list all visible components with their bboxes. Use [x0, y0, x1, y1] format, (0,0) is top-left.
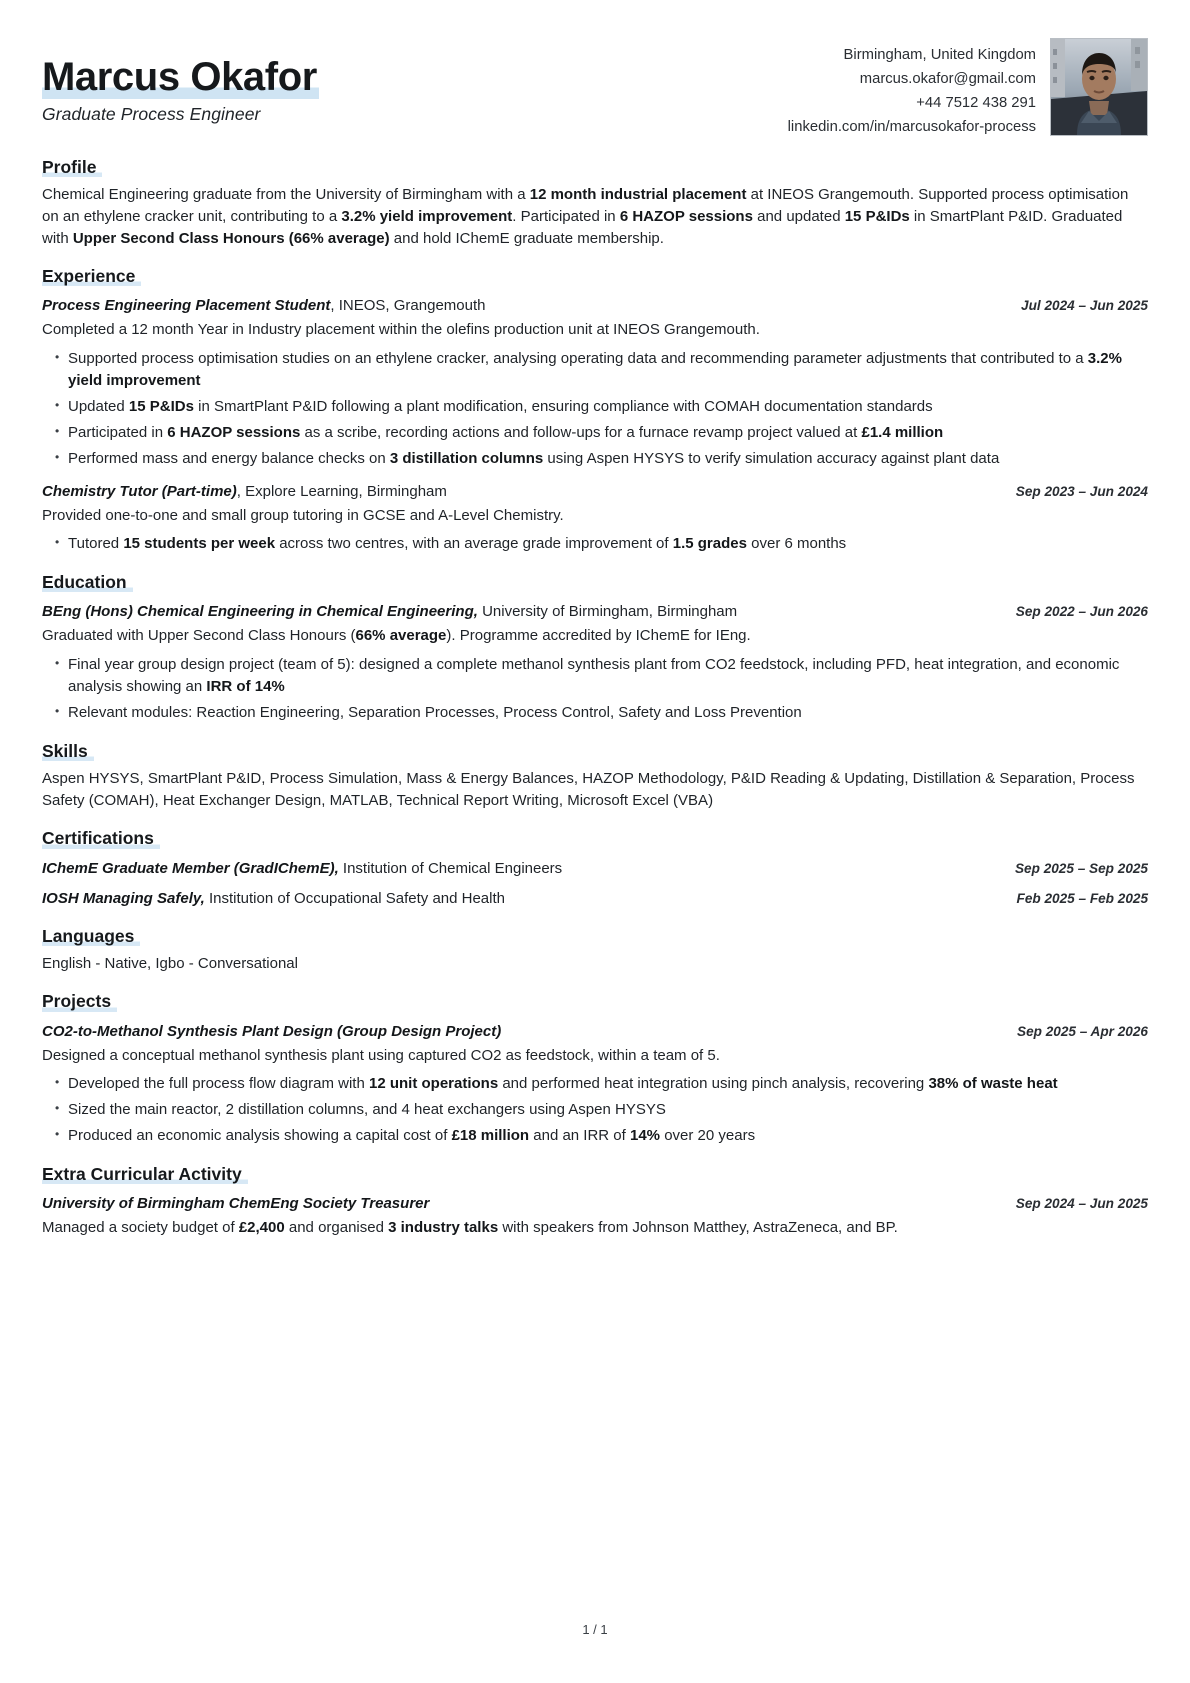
extra-curricular-entries [42, 1193, 1148, 1239]
entry-head [42, 295, 1148, 316]
entry-head [42, 481, 1148, 502]
entry-bullet: • Produced an economic analysis showing a capital cost of £18 million and an IRR of 14% over 20 years [42, 1125, 1148, 1147]
entry-description: Provided one-to-one and small group tutoring in GCSE and A-Level Chemistry. [42, 506, 564, 524]
section-certifications [42, 828, 1148, 908]
entry-description: Completed a 12 month Year in Industry placement within the olefins production unit at INEOS Grangemouth. [42, 321, 760, 339]
entry-organisation: Institution of Chemical Engineers [338, 859, 563, 877]
skills-text: Aspen HYSYS, SmartPlant P&ID, Process Simulation, Mass & Energy Balances, HAZOP Methodology, P&ID Reading & Updating, Distillation & Separation, Process Safety (COMAH), Heat Exchanger Design, MATLAB, Technical Report Writing, Microsoft Excel (VBA) [42, 769, 1135, 809]
contact-block [788, 38, 1148, 140]
page-footer: 1 / 1 [582, 1622, 608, 1637]
entry-heading [42, 481, 447, 502]
entry [42, 1193, 1148, 1239]
certification-entries [42, 858, 1148, 909]
section-experience [42, 266, 1148, 555]
entry-role: Process Engineering Placement Student [42, 297, 331, 315]
entry-heading [42, 888, 505, 909]
section-title-profile: Profile [42, 157, 102, 177]
entry-heading [42, 295, 486, 316]
entry-heading [42, 1193, 429, 1214]
candidate-job-title: Graduate Process Engineer [42, 104, 261, 124]
entry-organisation: , Explore Learning, Birmingham [236, 482, 447, 500]
entry-head [42, 858, 1148, 879]
entry-description: Graduated with Upper Second Class Honours (66% average). Programme accredited by IChemE for IEng. [42, 627, 751, 645]
entry-bullet: • Performed mass and energy balance checks on 3 distillation columns using Aspen HYSYS to verify simulation accuracy against plant data [42, 448, 1148, 470]
entry [42, 295, 1148, 469]
section-title-skills: Skills [42, 741, 94, 761]
entry-bullet: • Tutored 15 students per week across two centres, with an average grade improvement of 1.5 grades over 6 months [42, 533, 1148, 555]
entry [42, 601, 1148, 723]
entry-head [42, 888, 1148, 909]
section-education [42, 572, 1148, 724]
contact-phone[interactable]: +44 7512 438 291 [916, 94, 1036, 111]
section-languages [42, 926, 1148, 975]
contact-linkedin[interactable]: linkedin.com/in/marcusokafor-process [787, 118, 1036, 135]
section-title-education: Education [42, 572, 133, 592]
experience-entries [42, 295, 1148, 555]
entry-bullet: • Updated 15 P&IDs in SmartPlant P&ID following a plant modification, ensuring compliance with COMAH documentation standards [42, 396, 1148, 418]
entry-bullet: • Final year group design project (team of 5): designed a complete methanol synthesis plant from CO2 feedstock, including PFD, heat integration, and economic analysis showing an IRR of 14% [42, 654, 1148, 698]
entry-bullet: • Developed the full process flow diagram with 12 unit operations and performed heat integration using pinch analysis, recovering 38% of waste heat [42, 1073, 1148, 1095]
entry-description: Managed a society budget of £2,400 and organised 3 industry talks with speakers from Johnson Matthey, AstraZeneca, and BP. [42, 1219, 898, 1237]
candidate-name: Marcus Okafor [42, 55, 317, 99]
section-skills [42, 741, 1148, 812]
entry-date: Feb 2025 – Feb 2025 [1016, 890, 1148, 906]
resume-header [42, 38, 1148, 140]
section-title-certifications: Certifications [42, 828, 160, 848]
entry-head [42, 601, 1148, 622]
entry-heading [42, 601, 737, 622]
entry [42, 858, 1148, 879]
entry-bullet-list [42, 1073, 1148, 1147]
name-wrapper [42, 56, 319, 98]
project-entries [42, 1021, 1148, 1147]
entry-bullet-list [42, 533, 1148, 555]
contact-details [788, 38, 1036, 140]
entry [42, 1021, 1148, 1147]
entry-heading [42, 858, 562, 879]
entry-date: Sep 2024 – Jun 2025 [1015, 1196, 1148, 1212]
contact-email[interactable]: marcus.okafor@gmail.com [859, 70, 1036, 87]
identity-block [42, 38, 319, 125]
entry-date: Sep 2023 – Jun 2024 [1015, 483, 1148, 499]
section-profile [42, 157, 1148, 249]
entry-date: Jul 2024 – Jun 2025 [1021, 298, 1148, 314]
entry-bullet-list [42, 348, 1148, 469]
entry-role: BEng (Hons) Chemical Engineering in Chemical Engineering, [42, 603, 478, 621]
section-title-languages: Languages [42, 926, 140, 946]
entry-bullet: • Sized the main reactor, 2 distillation columns, and 4 heat exchangers using Aspen HYSYS [42, 1099, 1148, 1121]
entry-description: Designed a conceptual methanol synthesis plant using captured CO2 as feedstock, within a team of 5. [42, 1046, 720, 1064]
section-projects [42, 991, 1148, 1147]
profile-photo [1050, 38, 1148, 136]
entry-date: Sep 2025 – Sep 2025 [1014, 860, 1148, 876]
entry-organisation: University of Birmingham, Birmingham [477, 603, 738, 621]
languages-text: English - Native, Igbo - Conversational [42, 954, 298, 972]
entry-date: Sep 2025 – Apr 2026 [1017, 1023, 1148, 1039]
contact-location: Birmingham, United Kingdom [843, 47, 1036, 63]
section-extra-curricular [42, 1164, 1148, 1239]
entry-role: IOSH Managing Safely, [42, 889, 205, 907]
entry-bullet-list [42, 654, 1148, 724]
entry-organisation: , INEOS, Grangemouth [330, 297, 486, 315]
section-title-experience: Experience [42, 266, 141, 286]
section-title-projects: Projects [42, 991, 117, 1011]
entry-bullet: • Relevant modules: Reaction Engineering, Separation Processes, Process Control, Safety and Loss Prevention [42, 702, 1148, 724]
entry [42, 888, 1148, 909]
entry-heading [42, 1021, 501, 1042]
entry-role: University of Birmingham ChemEng Society Treasurer [42, 1195, 430, 1213]
entry-role: Chemistry Tutor (Part-time) [42, 482, 237, 500]
entry-head [42, 1193, 1148, 1214]
entry-organisation: Institution of Occupational Safety and Health [204, 889, 505, 907]
entry-bullet: • Supported process optimisation studies on an ethylene cracker, analysing operating data and recommending parameter adjustments that contributed to a 3.2% yield improvement [42, 348, 1148, 392]
entry-role: CO2-to-Methanol Synthesis Plant Design (Group Design Project) [42, 1022, 502, 1040]
entry-bullet: • Participated in 6 HAZOP sessions as a scribe, recording actions and follow-ups for a furnace revamp project valued at £1.4 million [42, 422, 1148, 444]
entry-date: Sep 2022 – Jun 2026 [1015, 604, 1148, 620]
section-title-extra-curricular: Extra Curricular Activity [42, 1164, 248, 1184]
education-entries [42, 601, 1148, 723]
entry-head [42, 1021, 1148, 1042]
profile-text: Chemical Engineering graduate from the University of Birmingham with a 12 month industrial placement at INEOS Grangemouth. Supported process optimisation on an ethylene cracker unit, contributing to a 3.2% yield improvement. Participated in 6 HAZOP sessions and updated 15 P&IDs in SmartPlant P&ID. Graduated with Upper Second Class Honours (66% average) and hold IChemE graduate membership. [42, 186, 1129, 247]
entry [42, 481, 1148, 556]
entry-role: IChemE Graduate Member (GradIChemE), [42, 859, 339, 877]
